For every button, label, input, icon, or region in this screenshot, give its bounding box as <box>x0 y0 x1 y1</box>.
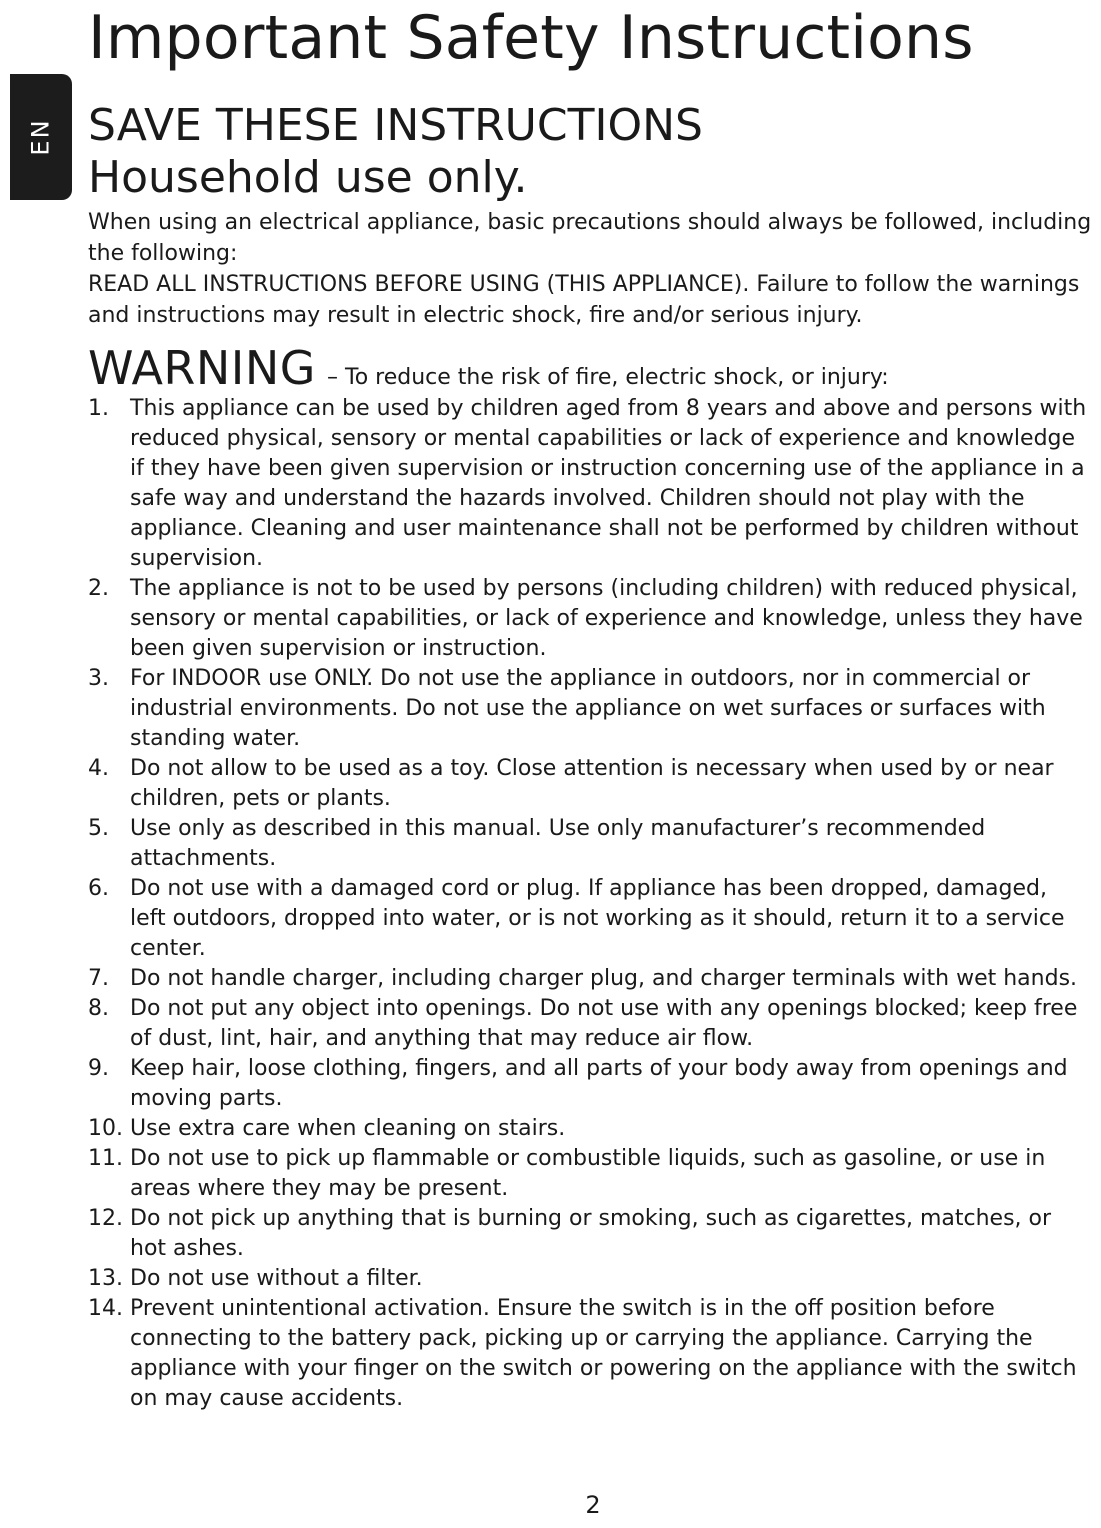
safety-rule <box>88 1054 1088 1114</box>
intro-paragraph: READ ALL INSTRUCTIONS BEFORE USING (THIS APPLIANCE). Failure to follow the warnings and instructions may result in electric shock, fire and/or serious injury. <box>88 272 1080 328</box>
rule-number: 12. <box>88 1206 123 1231</box>
save-instructions-heading: SAVE THESE INSTRUCTIONS <box>88 100 703 151</box>
page-title: Important Safety Instructions <box>88 3 974 73</box>
rule-number: 14. <box>88 1296 123 1321</box>
intro-paragraph: When using an electrical appliance, basic precautions should always be followed, including the following: <box>88 210 1092 266</box>
rule-number: 7. <box>88 966 109 991</box>
safety-rule <box>88 574 1088 664</box>
rule-text: Do not handle charger, including charger plug, and charger terminals with wet hands. <box>130 966 1078 991</box>
rule-text: Use only as described in this manual. Use only manufacturer’s recommended attachments. <box>130 816 986 871</box>
rule-number: 9. <box>88 1056 109 1081</box>
rule-text: Do not use to pick up flammable or combustible liquids, such as gasoline, or use in areas where they may be present. <box>130 1146 1046 1201</box>
rule-number: 2. <box>88 576 109 601</box>
rule-number: 4. <box>88 756 109 781</box>
safety-rule <box>88 1204 1088 1264</box>
rule-number: 10. <box>88 1116 123 1141</box>
rule-text: Do not put any object into openings. Do not use with any openings blocked; keep free of dust, lint, hair, and anything that may reduce air flow. <box>130 996 1078 1051</box>
language-tab <box>10 74 72 200</box>
safety-rules-list <box>88 394 1088 1414</box>
rule-number: 5. <box>88 816 109 841</box>
rule-text: Do not use with a damaged cord or plug. If appliance has been dropped, damaged, left outdoors, dropped into water, or is not working as it should, return it to a service center. <box>130 876 1065 961</box>
rule-number: 8. <box>88 996 109 1021</box>
safety-rule <box>88 754 1088 814</box>
warning-word: WARNING <box>88 341 316 395</box>
safety-rule <box>88 814 1088 874</box>
rule-text: Do not pick up anything that is burning or smoking, such as cigarettes, matches, or hot ashes. <box>130 1206 1052 1261</box>
safety-rule <box>88 874 1088 964</box>
safety-rule <box>88 1144 1088 1204</box>
rule-text: The appliance is not to be used by persons (including children) with reduced physical, sensory or mental capabilities, or lack of experience and knowledge, unless they have been given supervision or instruction. <box>130 576 1083 661</box>
safety-rule <box>88 394 1088 574</box>
rule-number: 11. <box>88 1146 123 1171</box>
rule-number: 3. <box>88 666 109 691</box>
rule-text: Do not allow to be used as a toy. Close attention is necessary when used by or near children, pets or plants. <box>130 756 1054 811</box>
rule-text: For INDOOR use ONLY. Do not use the appliance in outdoors, nor in commercial or industrial environments. Do not use the appliance on wet surfaces or surfaces with standing water. <box>130 666 1046 751</box>
language-tab-label: EN <box>27 118 55 156</box>
warning-subtitle: – To reduce the risk of fire, electric shock, or injury: <box>327 365 889 390</box>
rule-text: Do not use without a filter. <box>130 1266 423 1291</box>
rule-text: Use extra care when cleaning on stairs. <box>130 1116 566 1141</box>
rule-text: This appliance can be used by children aged from 8 years and above and persons with reduced physical, sensory or mental capabilities or lack of experience and knowledge if they have been given supervision or instruction concerning use of the appliance in a safe way and understand the hazards involved. Children should not play with the appliance. Cleaning and user maintenance shall not be performed by children without supervision. <box>130 396 1087 571</box>
safety-rule <box>88 1264 1088 1294</box>
rule-number: 1. <box>88 396 109 421</box>
intro-section <box>88 207 1096 331</box>
safety-rule <box>88 664 1088 754</box>
page-number: 2 <box>585 1491 601 1519</box>
safety-rule <box>88 994 1088 1054</box>
safety-rule <box>88 1114 1088 1144</box>
rule-number: 6. <box>88 876 109 901</box>
household-use-heading: Household use only. <box>88 152 528 203</box>
safety-rule <box>88 1294 1088 1414</box>
rule-text: Prevent unintentional activation. Ensure the switch is in the off position before connecting to the battery pack, picking up or carrying the appliance. Carrying the appliance with your finger on the switch or powering on the appliance with the switch on may cause accidents. <box>130 1296 1077 1411</box>
rule-text: Keep hair, loose clothing, fingers, and all parts of your body away from openings and moving parts. <box>130 1056 1068 1111</box>
rule-number: 13. <box>88 1266 123 1291</box>
safety-rule <box>88 964 1088 994</box>
